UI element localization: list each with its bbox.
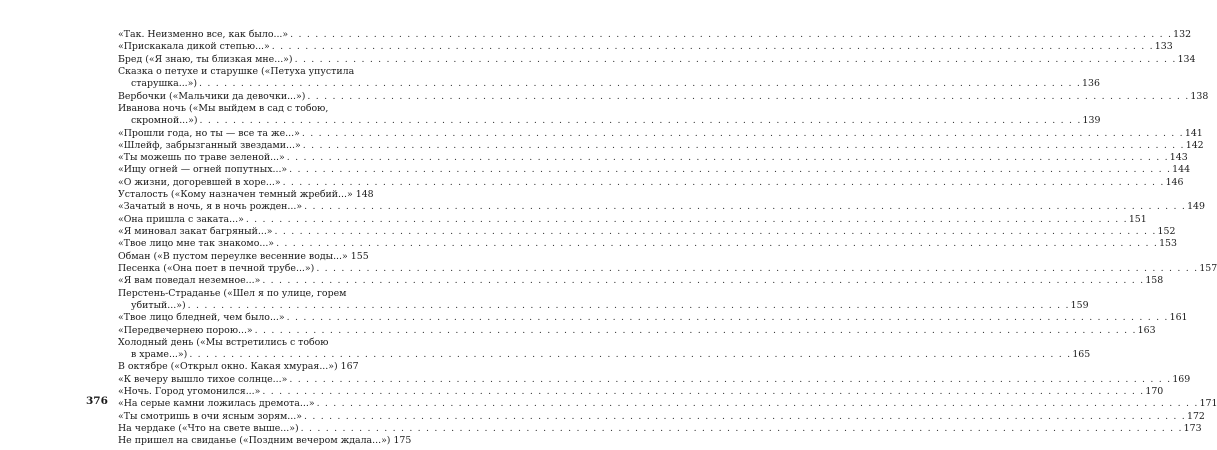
toc-entry-title: «Она пришла с заката...» [118,213,244,225]
toc-entry-line [118,386,1164,398]
toc-entry-title: «Зачатый в ночь, я в ночь рожден...» [118,201,303,213]
leader-dots [255,325,1137,337]
toc-entry [118,90,1209,103]
toc-entry [118,238,1177,250]
toc-entry-title: «Передвечернею порою...» [118,324,253,336]
toc-entry-page: 151 [1128,213,1147,225]
toc-entry-line [118,337,344,349]
toc-entry-page: 163 [1137,324,1156,336]
toc-entry-page: 173 [1183,423,1202,434]
toc-entry-title: «Ты можешь по траве зеленой...» [118,152,285,164]
leader-dots [303,140,1185,152]
toc-entry-page: 161 [1169,312,1188,324]
toc-entry [118,386,1164,398]
toc-entry-page: 169 [1172,373,1191,385]
toc-entry-page: 148 [355,189,374,201]
toc-entry [118,213,1147,226]
toc-entry-page: 159 [1070,299,1089,311]
toc-entry-title: «К вечеру вышло тихое солнце...» [118,373,288,385]
toc-entry-line [118,164,1191,176]
toc-entry-title: «Твое лицо мне так знакомо...» [118,238,275,250]
toc-entry-title: Иванова ночь («Мы выйдем в сад с тобою, [118,102,329,114]
leader-dots [304,411,1186,423]
toc-entry [118,287,1089,313]
toc-entry-line [118,226,1176,238]
toc-entry-title: «На серые камни ложилась дремота...» [118,398,315,410]
toc-entry-title: Обман («В пустом переулке весенние воды...» [118,250,348,262]
leader-dots [307,91,1189,103]
leader-dots [246,214,1128,226]
leader-dots [289,374,1171,386]
toc-entry [118,410,1205,423]
toc-entry-page: 155 [350,250,369,262]
toc-entry-title: старушка...») [131,78,198,90]
toc-entry-title: «Прошли года, но ты — все та же...» [118,127,300,139]
toc-entry [118,435,412,447]
toc-entry [118,250,369,263]
leader-dots [262,275,1144,287]
toc-entry-line [118,435,412,447]
toc-entry-page: 167 [340,361,359,373]
toc-entry [118,127,1203,140]
toc-entry-line [118,262,1217,275]
toc-entry-title: «Я вам поведал неземное...» [118,275,261,287]
toc-entry-page: 172 [1186,410,1205,422]
leader-dots [304,201,1186,213]
toc-entry-line [118,115,1101,127]
toc-entry-page: 136 [1082,78,1100,90]
leader-dots [275,226,1157,238]
toc-entry-line [118,299,1089,312]
toc-entry-page: 153 [1159,238,1177,250]
toc-entry-line [118,90,1209,103]
toc-entry-line [118,127,1203,140]
toc-entry-line [118,78,1100,90]
leader-dots [262,386,1144,398]
toc-entry-page: 157 [1199,262,1217,274]
toc-entry [118,201,1205,213]
toc-entry [118,29,1192,41]
toc-entry [118,373,1191,386]
table-of-contents [118,29,1217,448]
toc-entry-line [118,373,1191,386]
toc-entry-line [118,176,1184,189]
leader-dots [302,128,1184,140]
toc-entry-title: убитый...») [131,299,186,311]
leader-dots [290,29,1172,41]
toc-entry-line [118,238,1177,250]
toc-entry-line [118,312,1188,324]
page-number: 376 [86,395,108,407]
toc-entry-title: «Я миновал закат багряный...» [118,226,273,237]
toc-entry-title: В октябре («Открыл окно. Какая хмурая...») [118,361,338,373]
leader-dots [287,152,1169,164]
toc-entry [118,312,1188,324]
toc-entry [118,275,1164,287]
toc-entry-page: 152 [1157,226,1176,237]
leader-dots [200,115,1082,127]
toc-entry-page: 139 [1082,115,1101,127]
toc-entry [118,164,1191,176]
toc-entry-line [118,398,1217,410]
toc-entry [118,189,374,201]
toc-entry-page: 144 [1172,164,1191,176]
toc-entry-title: Перстень-Страданье («Шел я по улице, горем [118,287,347,299]
leader-dots [317,398,1199,410]
toc-entry-line [118,361,359,373]
toc-entry [118,336,1091,362]
toc-entry [118,139,1204,152]
toc-entry-line [118,213,1147,226]
toc-entry-title: Холодный день («Мы встретились с тобою [118,336,329,348]
toc-entry-line [118,201,1205,213]
toc-entry-line [118,103,344,115]
toc-entry-title: Бред («Я знаю, ты близкая мне...») [118,53,293,65]
toc-entry-page: 134 [1177,53,1196,65]
toc-entry-title: «О жизни, догоревшей в хоре...» [118,176,281,188]
toc-entry-line [118,152,1188,164]
toc-entry-title: «Прискакала дикой степью...» [118,41,270,53]
toc-entry-page: 133 [1154,41,1173,53]
toc-entry-line [118,287,347,300]
toc-entry-title: в храме...») [131,349,188,361]
toc-entry-line [118,65,355,78]
toc-entry-title: «Шлейф, забрызганный звездами...» [118,139,301,151]
toc-entry [118,102,1101,128]
leader-dots [189,349,1071,361]
toc-entry [118,361,359,373]
toc-entry-page: 149 [1187,201,1205,213]
toc-entry [118,152,1188,164]
toc-entry-page: 132 [1173,29,1192,40]
toc-entry-line [118,349,1091,361]
toc-entry [118,53,1196,66]
toc-entry-title: скромной...») [131,115,198,127]
toc-entry [118,41,1173,53]
leader-dots [301,423,1183,435]
toc-entry-line [118,29,1192,41]
toc-entry-page: 143 [1169,152,1188,164]
toc-entry-page: 138 [1190,90,1209,102]
toc-entry-page: 142 [1185,139,1204,151]
toc-entry [118,398,1217,410]
leader-dots [283,177,1165,189]
toc-entry-page: 158 [1145,275,1164,287]
toc-entry [118,324,1156,337]
leader-dots [276,238,1158,250]
toc-entry-line [118,324,1156,337]
toc-entry-line [118,41,1173,53]
toc-entry-page: 146 [1165,176,1184,188]
toc-entry-title: «Твое лицо бледней, чем было...» [118,312,285,324]
toc-entry [118,176,1184,189]
toc-entry-line [118,410,1205,423]
toc-entry-page: 170 [1145,386,1164,398]
leader-dots [272,41,1154,53]
toc-entry [118,262,1217,275]
toc-entry-line [118,53,1196,66]
toc-entry-title: «Ночь. Город угомонился...» [118,386,261,398]
toc-entry-line [118,189,374,201]
toc-entry-title: Песенка («Она поет в печной трубе...») [118,262,315,274]
toc-entry [118,65,1100,91]
leader-dots [289,164,1171,176]
toc-entry [118,423,1202,435]
leader-dots [316,263,1198,275]
toc-entry-line [118,139,1204,152]
leader-dots [287,312,1169,324]
toc-entry-page: 175 [393,435,412,447]
toc-entry-page: 141 [1184,127,1203,139]
toc-entry-title: Вербочки («Мальчики да девочки...») [118,90,306,102]
leader-dots [199,78,1081,90]
toc-entry-title: Сказка о петухе и старушке («Петуха упустила [118,65,355,77]
leader-dots [295,54,1177,66]
toc-entry-title: «Ты смотришь в очи ясным зорям...» [118,410,302,422]
toc-entry-title: «Ищу огней — огней попутных...» [118,164,288,176]
toc-entry-line [118,275,1164,287]
toc-entry-title: Усталость («Кому назначен темный жребий...» [118,189,353,201]
toc-entry [118,226,1176,238]
toc-entry-line [118,250,369,263]
toc-entry-page: 171 [1199,398,1217,410]
toc-entry-title: Не пришел на свиданье («Поздним вечером ждала...») [118,435,391,447]
toc-entry-title: «Так. Неизменно все, как было...» [118,29,289,40]
toc-entry-line [118,423,1202,435]
leader-dots [188,300,1070,312]
toc-entry-title: На чердаке («Что на свете выше...») [118,423,299,434]
toc-entry-page: 165 [1072,349,1091,361]
